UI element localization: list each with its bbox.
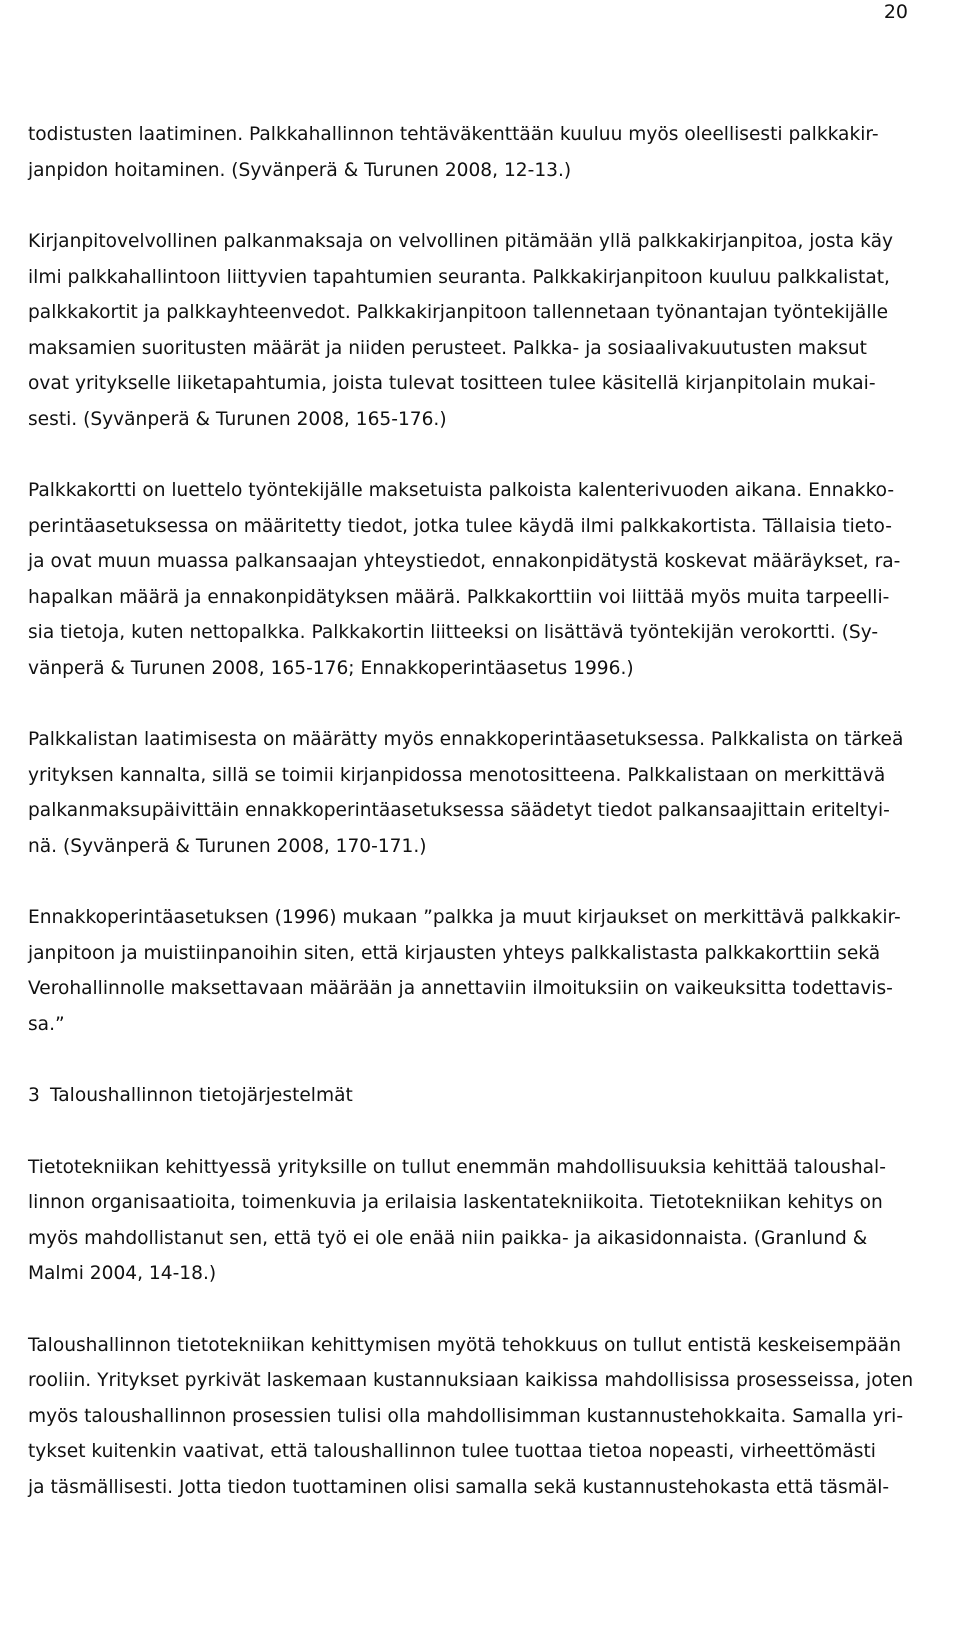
text-line: linnon organisaatioita, toimenkuvia ja erilaisia laskentatekniikoita. Tietotekniikan kehitys on [28,1192,883,1213]
text-line: myös taloushallinnon prosessien tulisi olla mahdollisimman kustannustehokkaita. Samalla yri- [28,1405,904,1427]
text-line: hapalkan määrä ja ennakonpidätyksen määrä. Palkkakorttiin voi liittää myös muita tarpeelli- [28,586,890,608]
paragraph [28,224,940,437]
paragraph [28,1328,940,1506]
text-line: janpidon hoitaminen. (Syvänperä & Turunen 2008, 12-13.) [28,159,572,181]
text-line: Ennakkoperintäasetuksen (1996) mukaan ”palkka ja muut kirjaukset on merkittävä palkkakir- [28,907,901,928]
paragraph [28,900,940,1042]
page-number: 20 [883,1,908,23]
text-line: yrityksen kannalta, sillä se toimii kirjanpidossa menotositteena. Palkkalistaan on merkittävä [28,764,886,786]
section-number: 3 [28,1085,40,1106]
text-line: myös mahdollistanut sen, että työ ei ole enää niin paikka- ja aikasidonnaista. (Granlund & [28,1227,868,1249]
section-heading [28,1078,940,1114]
text-line: palkkakortit ja palkkayhteenvedot. Palkkakirjanpitoon tallennetaan työnantajan työntekijälle [28,302,889,323]
paragraph [28,117,940,188]
text-line: ja ovat muun muassa palkansaajan yhteystiedot, ennakonpidätystä koskevat määräykset, ra- [28,551,901,572]
paragraph [28,722,940,864]
text-line: rooliin. Yritykset pyrkivät laskemaan kustannuksiaan kaikissa mahdollisissa prosesseissa, joten [28,1370,914,1391]
paragraph [28,1150,940,1292]
text-line: nä. (Syvänperä & Turunen 2008, 170-171.) [28,835,427,857]
text-line: tykset kuitenkin vaativat, että taloushallinnon tulee tuottaa tietoa nopeasti, virheettömästi [28,1441,876,1462]
text-line: sia tietoja, kuten nettopalkka. Palkkakortin liitteeksi on lisättävä työntekijän verokortti. (Sy- [28,622,879,643]
text-line: Kirjanpitovelvollinen palkanmaksaja on velvollinen pitämään yllä palkkakirjanpitoa, josta käy [28,231,893,252]
text-line: ovat yritykselle liiketapahtumia, joista tulevat tositteen tulee käsitellä kirjanpitolain mukai- [28,373,876,394]
text-line: maksamien suoritusten määrät ja niiden perusteet. Palkka- ja sosiaalivakuutusten maksut [28,337,867,359]
paragraph [28,473,940,686]
text-line: palkanmaksupäivittäin ennakkoperintäasetuksessa säädetyt tiedot palkansaajittain eriteltyi- [28,800,890,821]
text-line: Malmi 2004, 14-18.) [28,1263,217,1284]
text-line: ja täsmällisesti. Jotta tiedon tuottaminen olisi samalla sekä kustannustehokasta että täsmäl- [28,1476,890,1498]
text-line: Taloushallinnon tietotekniikan kehittymisen myötä tehokkuus on tullut entistä keskeisempään [28,1334,901,1356]
text-line: Palkkakortti on luettelo työntekijälle maksetuista palkoista kalenterivuoden aikana. Ennakko- [28,480,895,501]
text-line: sesti. (Syvänperä & Turunen 2008, 165-176.) [28,408,447,430]
text-line: Verohallinnolle maksettavaan määrään ja annettaviin ilmoituksiin on vaikeuksitta todettavis- [28,978,893,999]
text-line: perintäasetuksessa on määritetty tiedot, jotka tulee käydä ilmi palkkakortista. Tällaisia tieto- [28,515,892,537]
text-line: Tietotekniikan kehittyessä yrityksille on tullut enemmän mahdollisuuksia kehittää taloushal- [28,1156,886,1178]
text-line: todistusten laatiminen. Palkkahallinnon tehtäväkenttään kuuluu myös oleellisesti palkkakir- [28,124,879,145]
text-line: Palkkalistan laatimisesta on määrätty myös ennakkoperintäasetuksessa. Palkkalista on tärkeä [28,729,904,750]
text-line: ilmi palkkahallintoon liittyvien tapahtumien seuranta. Palkkakirjanpitoon kuuluu palkkalistat, [28,266,890,288]
text-line: vänperä & Turunen 2008, 165-176; Ennakkoperintäasetus 1996.) [28,657,634,679]
document-body [28,117,940,1505]
text-line: janpitoon ja muistiinpanoihin siten, että kirjausten yhteys palkkalistasta palkkakorttiin sekä [28,942,881,964]
section-title: Taloushallinnon tietojärjestelmät [50,1085,353,1106]
text-line: sa.” [28,1013,65,1035]
